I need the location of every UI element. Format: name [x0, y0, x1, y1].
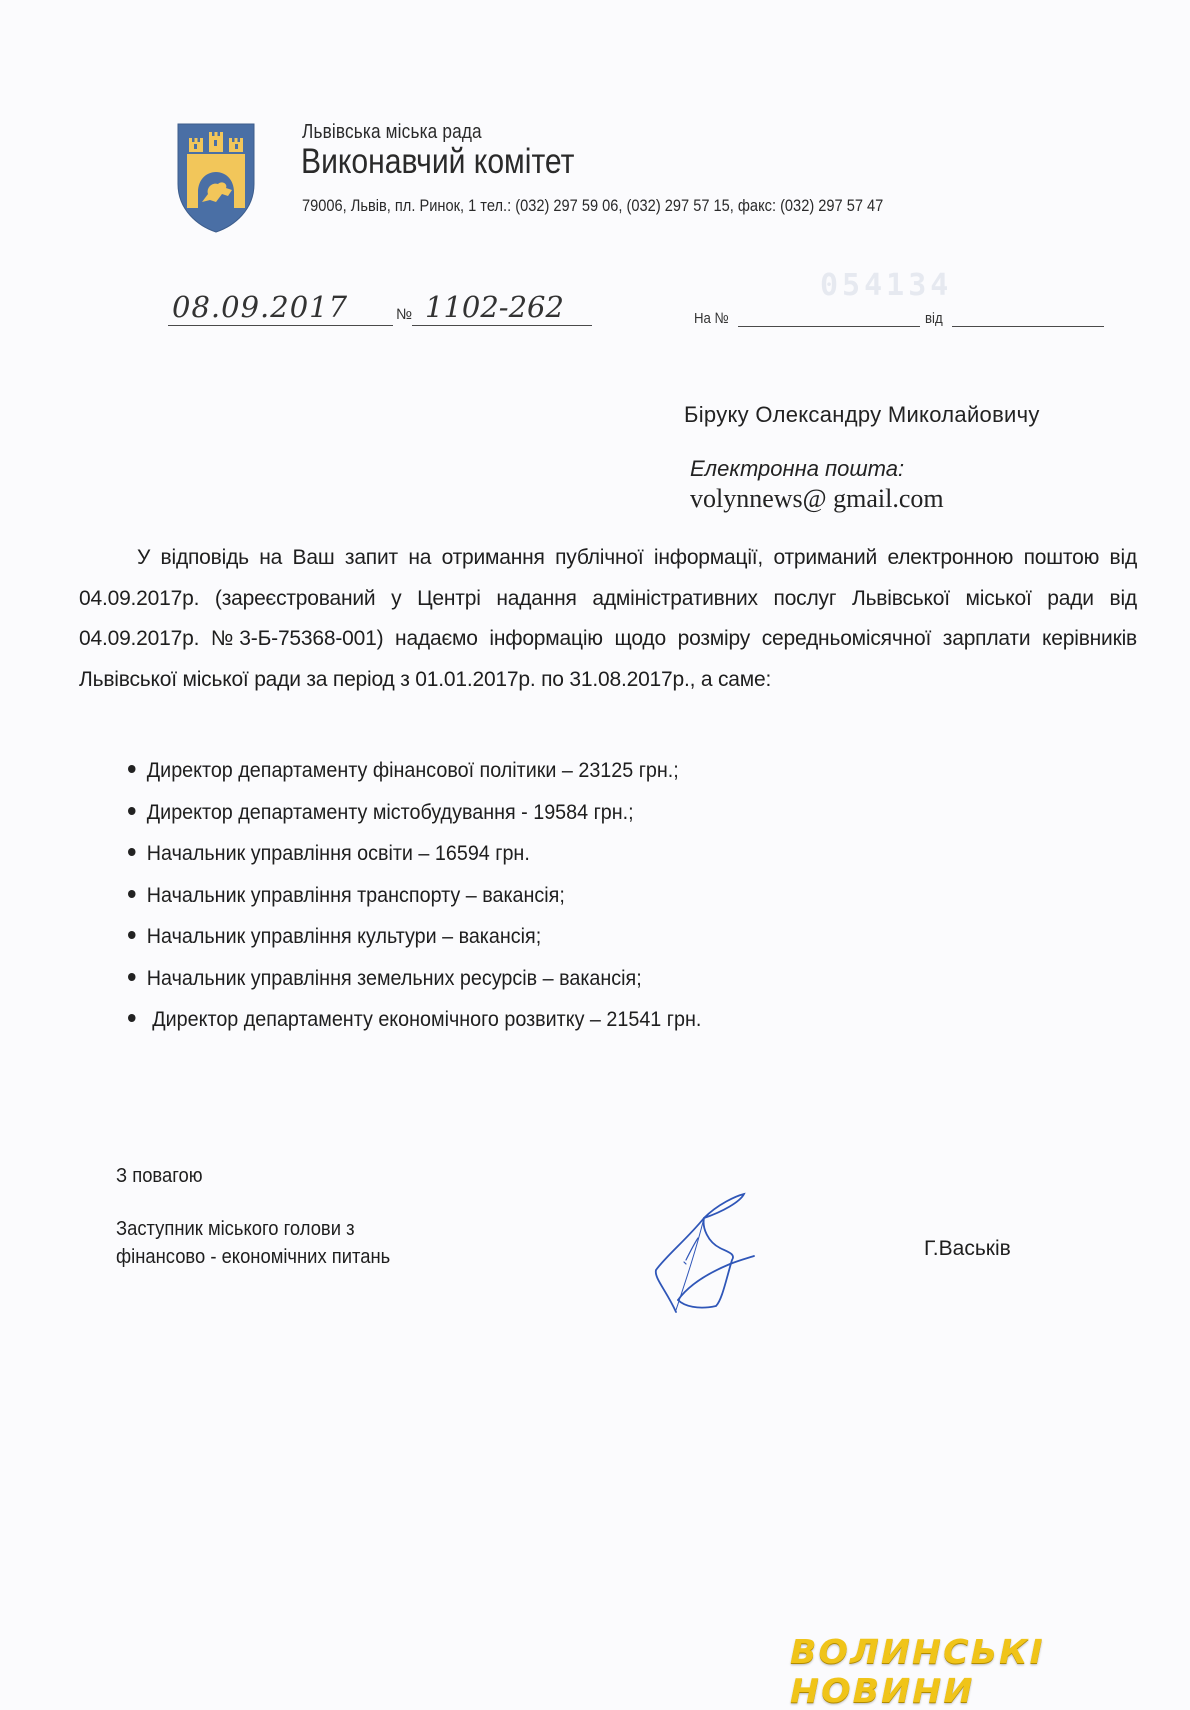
list-item: Начальник управління транспорту – вакансія; [128, 875, 701, 917]
signer-position-line1: Заступник міського голови з [116, 1218, 355, 1240]
list-item: Начальник управління культури – вакансія; [128, 916, 701, 958]
org-subtitle: Львівська міська рада [302, 121, 482, 143]
body-paragraph: У відповідь на Ваш запит на отримання публічної інформації, отриманий електронною поштою від 04.09.2017р. (зареєстрований у Центрі надання адміністративних послуг Львівської міської ради від 04.09.2017р. №3-Б-75368-001) надаємо інформацію щодо розміру середньомісячної зарплати керівників Львівської міської ради за період з 01.01.2017р. по 31.08.2017р., а саме: [79, 546, 1137, 691]
bullet-icon [128, 1014, 136, 1022]
salary-list [128, 750, 738, 1041]
list-item: Начальник управління земельних ресурсів – вакансія; [128, 958, 701, 1000]
reply-to-label: На № [694, 310, 729, 327]
list-item: Директор департаменту фінансової політики – 23125 грн.; [128, 750, 701, 792]
org-address: 79006, Львів, пл. Ринок, 1 тел.: (032) 297 59 06, (032) 297 57 15, факс: (032) 297 57 47 [302, 196, 884, 215]
lviv-coat-of-arms-icon [176, 122, 256, 234]
list-item: Начальник управління освіти – 16594 грн. [128, 833, 701, 875]
from-label: від [925, 310, 943, 327]
email-address: volynnews@ gmail.com [690, 484, 944, 513]
bullet-icon [128, 931, 136, 939]
signer-position-line2: фінансово - економічних питань [116, 1246, 391, 1268]
bullet-icon [128, 807, 136, 815]
email-label: Електронна пошта: [690, 456, 905, 481]
bullet-icon [128, 973, 136, 981]
outgoing-number: 1102-262 [425, 290, 564, 324]
number-sign: № [396, 306, 413, 323]
list-item: Директор департаменту економічного розвитку – 21541 грн. [128, 999, 701, 1041]
from-field [952, 326, 1104, 327]
recipient-name: Біруку Олександру Миколайовичу [684, 402, 1040, 427]
closing-phrase: З повагою [116, 1165, 203, 1187]
bullet-icon [128, 765, 136, 773]
signer-name: Г.Васьків [924, 1237, 1011, 1260]
ghost-stamp-number: 054134 [820, 268, 953, 303]
bullet-icon [128, 848, 136, 856]
list-item: Директор департаменту містобудування - 19584 грн.; [128, 792, 701, 834]
bullet-icon [128, 890, 136, 898]
date-underline [168, 325, 393, 326]
handwritten-signature-icon [636, 1190, 776, 1320]
outgoing-date: 08.09.2017 [172, 290, 349, 324]
reply-to-field [738, 326, 920, 327]
news-watermark: ВОЛИНСЬКІ НОВИНИ [790, 1632, 1045, 1710]
org-title: Виконавчий комітет [301, 142, 575, 181]
number-underline [412, 325, 592, 326]
